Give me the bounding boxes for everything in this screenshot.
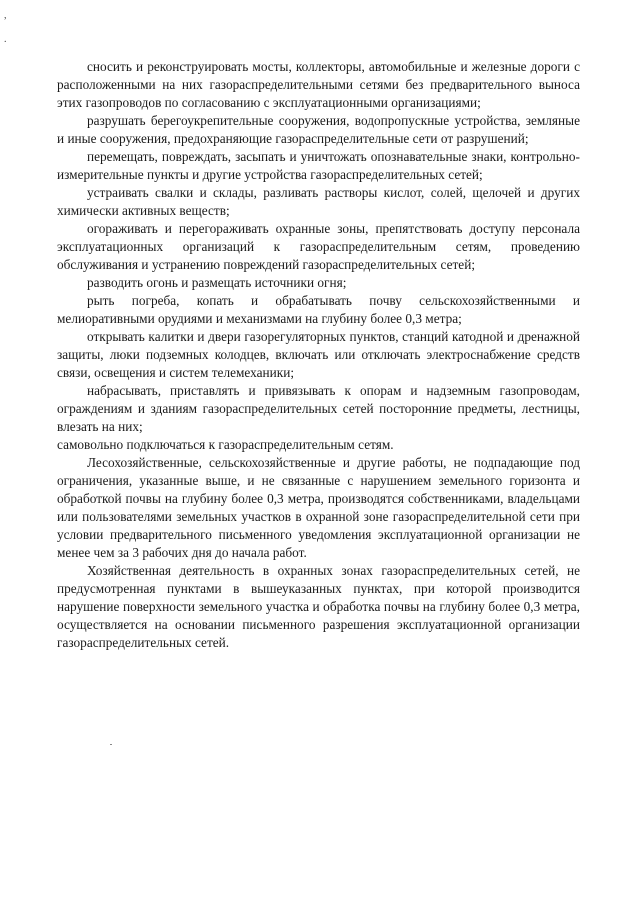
paragraph: разрушать берегоукрепительные сооружения, водопропускные устройства, земляные и иные сооружения, предохраняющие газораспределительные сети от разрушений; <box>57 113 580 146</box>
paragraph: набрасывать, приставлять и привязывать к опорам и надземным газопроводам, ограждениям и зданиям газораспределительных сетей посторонние предметы, лестницы, влезать на них; <box>57 383 580 434</box>
paragraph: Хозяйственная деятельность в охранных зонах газораспределительных сетей, не предусмотренная пунктами в вышеуказанных пунктах, при которой производится нарушение поверхности земельного участка и обработка почвы на глубину более 0,3 метра, осуществляется на основании письменного разрешения эксплуатационной организации газораспределительных сетей. <box>57 563 580 650</box>
paragraph: рыть погреба, копать и обрабатывать почву сельскохозяйственными и мелиоративными орудиями и механизмами на глубину более 0,3 метра; <box>57 293 580 326</box>
scan-mark: . <box>4 34 7 45</box>
scan-mark: , <box>4 10 7 21</box>
paragraph: самовольно подключаться к газораспределительным сетям. <box>57 437 394 452</box>
paragraph: разводить огонь и размещать источники огня; <box>87 275 347 290</box>
paragraph: перемещать, повреждать, засыпать и уничтожать опознавательные знаки, контрольно-измерительные пункты и другие устройства газораспределительных сетей; <box>57 149 580 182</box>
paragraph: Лесохозяйственные, сельскохозяйственные и другие работы, не подпадающие под ограничения, указанные выше, и не связанные с нарушением земельного горизонта и обработкой почвы на глубину более 0,3 метра, производятся собственниками, владельцами или пользователями земельных участков в охранной зоне газораспределительной сети при условии предварительного письменного уведомления эксплуатационной организации не менее чем за 3 рабочих дня до начала работ. <box>57 455 580 560</box>
paragraph: устраивать свалки и склады, разливать растворы кислот, солей, щелочей и других химически активных веществ; <box>57 185 580 218</box>
paragraph: открывать калитки и двери газорегуляторных пунктов, станций катодной и дренажной защиты, люки подземных колодцев, включать или отключать электроснабжение средств связи, освещения и систем телемеханики; <box>57 329 580 380</box>
scan-speck <box>110 744 112 745</box>
paragraph: сносить и реконструировать мосты, коллекторы, автомобильные и железные дороги с расположенными на них газораспределительными сетями без предварительного выноса этих газопроводов по согласованию с эксплуатационными организациями; <box>57 59 580 110</box>
paragraph: огораживать и перегораживать охранные зоны, препятствовать доступу персонала эксплуатационных организаций к газораспределительным сетям, проведению обслуживания и устранению повреждений газораспределительных сетей; <box>57 221 580 272</box>
document-body <box>57 58 580 652</box>
